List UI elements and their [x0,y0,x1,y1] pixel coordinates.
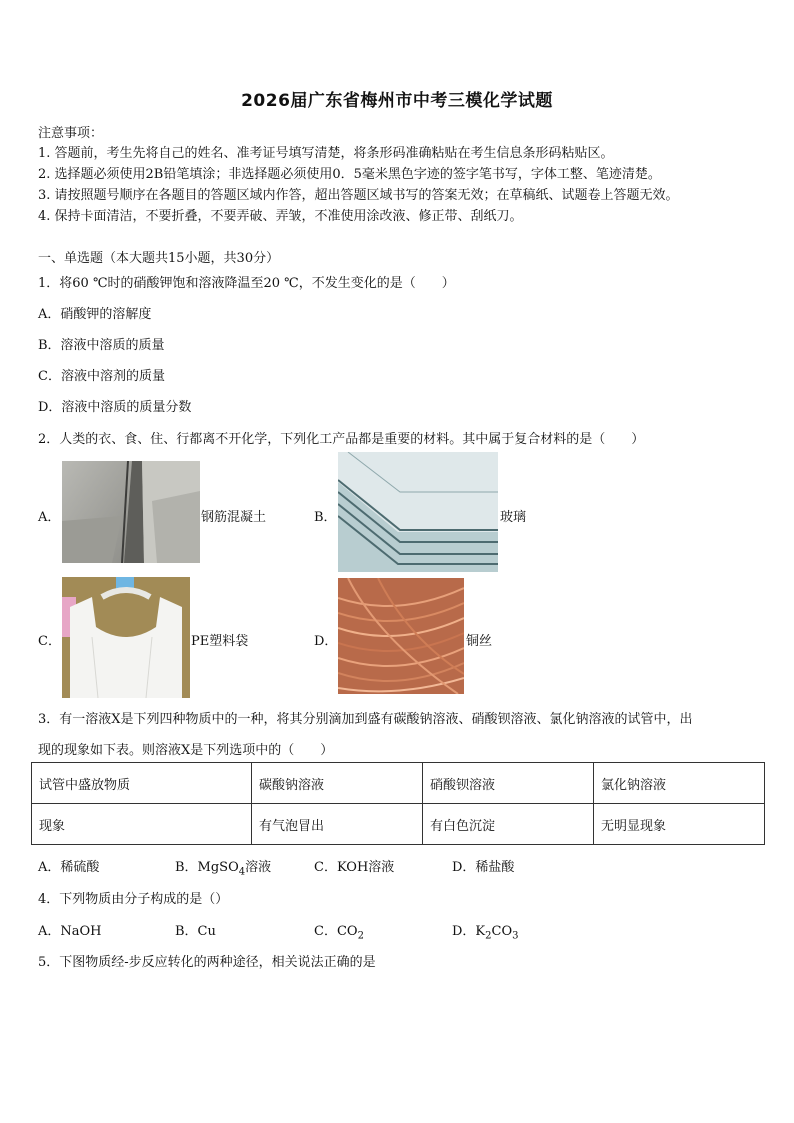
observation-table [31,762,765,845]
q1-option-a: A．硝酸钾的溶解度 [38,307,152,322]
note-item-2: 2. 选择题必须使用2B铅笔填涂；非选择题必须使用0．5毫米黑色字迹的签字笔书写，字体工整、笔迹清楚。 [38,167,661,182]
glass-image [338,452,498,572]
question-5-stem: 5．下图物质经-步反应转化的两种途径，相关说法正确的是 [38,955,376,970]
q2-option-c-label: PE塑料袋 [191,634,249,649]
q3-option-d: D．稀盐酸 [452,860,515,875]
q1-option-b: B．溶液中溶质的质量 [38,338,165,353]
q2-option-d-letter: D． [314,634,338,649]
q3-option-b: B．MgSO$_4$溶液 [175,860,272,878]
table-cell: 有白色沉淀 [423,804,594,845]
q1-option-d: D．溶液中溶质的质量分数 [38,400,192,415]
table-header-cell: 试管中盛放物质 [32,763,252,804]
q2-option-a-letter: A． [38,510,61,525]
q1-option-c: C．溶液中溶剂的质量 [38,369,165,384]
note-item-3: 3. 请按照题号顺序在各题目的答题区域内作答，超出答题区域书写的答案无效；在草稿纸、试题卷上答题无效。 [38,188,679,203]
table-row [32,763,765,804]
question-4-stem: 4．下列物质由分子构成的是（） [38,892,229,907]
q4-option-c: C．$CO_2$ [314,924,364,942]
concrete-image [62,461,200,563]
copper-wire-image [338,578,464,694]
plastic-bag-image [62,577,190,698]
q4-option-b: B．Cu [175,924,216,939]
notes-heading: 注意事项： [38,126,104,141]
table-cell: 现象 [32,804,252,845]
q2-option-c-letter: C． [38,634,61,649]
q2-option-d-label: 铜丝 [466,634,493,649]
question-3-stem-line2: 现的现象如下表。则溶液X是下列选项中的（ ） [38,743,334,758]
q2-option-a-label: 钢筋混凝土 [201,510,267,525]
section-heading: 一、单选题（本大题共15小题，共30分） [38,251,280,266]
table-row [32,804,765,845]
note-item-1: 1. 答题前，考生先将自己的姓名、准考证号填写清楚，将条形码准确粘贴在考生信息条形码粘贴区。 [38,146,614,161]
table-cell: 无明显现象 [594,804,765,845]
q2-option-b-letter: B． [314,510,337,525]
q3-option-c: C．KOH溶液 [314,860,395,875]
table-header-cell: 硝酸钡溶液 [423,763,594,804]
q4-option-a: A．NaOH [38,924,102,939]
table-header-cell: 氯化钠溶液 [594,763,765,804]
q3-option-a: A．稀硫酸 [38,860,100,875]
q2-option-b-label: 玻璃 [500,510,527,525]
page-title: 2026届广东省梅州市中考三模化学试题 [241,91,553,111]
question-2-stem: 2．人类的衣、食、住、行都离不开化学，下列化工产品都是重要的材料。其中属于复合材料的是（ ） [38,432,645,447]
q4-option-d: D．$K_2CO_3$ [452,924,519,942]
question-1-stem: 1．将60 ℃时的硝酸钾饱和溶液降温至20 ℃，不发生变化的是（ ） [38,276,455,291]
table-cell: 有气泡冒出 [252,804,423,845]
note-item-4: 4. 保持卡面清洁，不要折叠，不要弄破、弄皱，不准使用涂改液、修正带、刮纸刀。 [38,209,523,224]
question-3-stem-line1: 3．有一溶液X是下列四种物质中的一种，将其分别滴加到盛有碳酸钠溶液、硝酸钡溶液、氯化钠溶液的试管中，出 [38,712,693,727]
table-header-cell: 碳酸钠溶液 [252,763,423,804]
